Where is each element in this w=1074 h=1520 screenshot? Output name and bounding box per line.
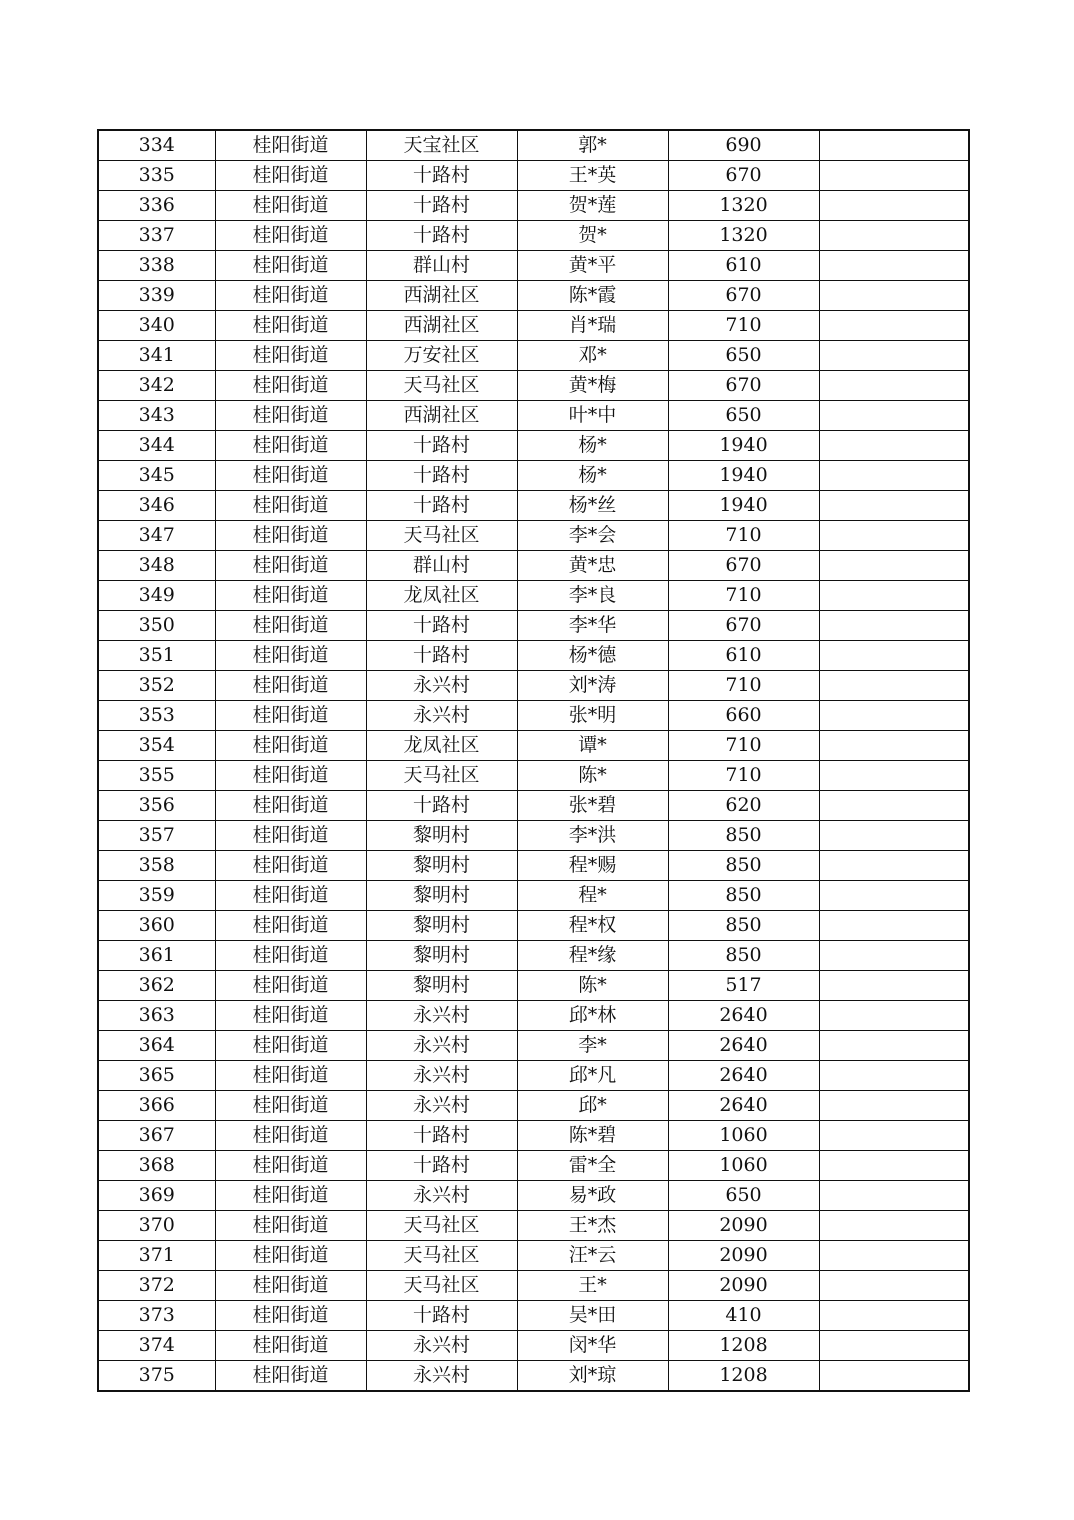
name-cell: 杨*德: [517, 641, 668, 671]
street-cell: 桂阳街道: [215, 1271, 366, 1301]
community-cell: 黎明村: [366, 971, 517, 1001]
remark-cell: [819, 1001, 969, 1031]
street-cell: 桂阳街道: [215, 1181, 366, 1211]
remark-cell: [819, 1361, 969, 1392]
table-row: [98, 1301, 969, 1331]
row-number-cell: 356: [98, 791, 215, 821]
table-row: [98, 1241, 969, 1271]
remark-cell: [819, 1331, 969, 1361]
remark-cell: [819, 1301, 969, 1331]
community-cell: 万安社区: [366, 341, 517, 371]
row-number-cell: 361: [98, 941, 215, 971]
street-cell: 桂阳街道: [215, 701, 366, 731]
name-cell: 邱*: [517, 1091, 668, 1121]
street-cell: 桂阳街道: [215, 1091, 366, 1121]
community-cell: 永兴村: [366, 1361, 517, 1392]
table-row: [98, 701, 969, 731]
street-cell: 桂阳街道: [215, 761, 366, 791]
street-cell: 桂阳街道: [215, 1301, 366, 1331]
data-table: [97, 129, 970, 1392]
table-row: [98, 130, 969, 161]
remark-cell: [819, 1271, 969, 1301]
remark-cell: [819, 191, 969, 221]
street-cell: 桂阳街道: [215, 1151, 366, 1181]
amount-cell: 650: [668, 401, 819, 431]
street-cell: 桂阳街道: [215, 911, 366, 941]
street-cell: 桂阳街道: [215, 1031, 366, 1061]
amount-cell: 1208: [668, 1331, 819, 1361]
amount-cell: 710: [668, 581, 819, 611]
remark-cell: [819, 641, 969, 671]
row-number-cell: 340: [98, 311, 215, 341]
amount-cell: 670: [668, 371, 819, 401]
remark-cell: [819, 611, 969, 641]
remark-cell: [819, 461, 969, 491]
street-cell: 桂阳街道: [215, 221, 366, 251]
remark-cell: [819, 731, 969, 761]
name-cell: 李*: [517, 1031, 668, 1061]
table-row: [98, 371, 969, 401]
name-cell: 陈*霞: [517, 281, 668, 311]
row-number-cell: 373: [98, 1301, 215, 1331]
community-cell: 黎明村: [366, 851, 517, 881]
table-row: [98, 1091, 969, 1121]
community-cell: 黎明村: [366, 941, 517, 971]
row-number-cell: 365: [98, 1061, 215, 1091]
amount-cell: 670: [668, 161, 819, 191]
name-cell: 黄*平: [517, 251, 668, 281]
amount-cell: 650: [668, 1181, 819, 1211]
table-row: [98, 551, 969, 581]
community-cell: 十路村: [366, 1121, 517, 1151]
table-row: [98, 251, 969, 281]
table-row: [98, 431, 969, 461]
remark-cell: [819, 941, 969, 971]
street-cell: 桂阳街道: [215, 641, 366, 671]
street-cell: 桂阳街道: [215, 821, 366, 851]
row-number-cell: 371: [98, 1241, 215, 1271]
table-row: [98, 1271, 969, 1301]
amount-cell: 410: [668, 1301, 819, 1331]
table-row: [98, 941, 969, 971]
row-number-cell: 363: [98, 1001, 215, 1031]
row-number-cell: 374: [98, 1331, 215, 1361]
amount-cell: 710: [668, 731, 819, 761]
name-cell: 汪*云: [517, 1241, 668, 1271]
name-cell: 刘*琼: [517, 1361, 668, 1392]
amount-cell: 650: [668, 341, 819, 371]
name-cell: 闵*华: [517, 1331, 668, 1361]
street-cell: 桂阳街道: [215, 461, 366, 491]
remark-cell: [819, 1061, 969, 1091]
amount-cell: 1940: [668, 491, 819, 521]
street-cell: 桂阳街道: [215, 1361, 366, 1392]
amount-cell: 2640: [668, 1091, 819, 1121]
row-number-cell: 352: [98, 671, 215, 701]
row-number-cell: 337: [98, 221, 215, 251]
street-cell: 桂阳街道: [215, 791, 366, 821]
row-number-cell: 346: [98, 491, 215, 521]
table-row: [98, 401, 969, 431]
row-number-cell: 360: [98, 911, 215, 941]
name-cell: 陈*: [517, 971, 668, 1001]
community-cell: 十路村: [366, 1301, 517, 1331]
table-row: [98, 191, 969, 221]
name-cell: 吴*田: [517, 1301, 668, 1331]
row-number-cell: 366: [98, 1091, 215, 1121]
amount-cell: 1060: [668, 1121, 819, 1151]
remark-cell: [819, 1091, 969, 1121]
remark-cell: [819, 251, 969, 281]
row-number-cell: 362: [98, 971, 215, 1001]
name-cell: 易*政: [517, 1181, 668, 1211]
remark-cell: [819, 851, 969, 881]
street-cell: 桂阳街道: [215, 881, 366, 911]
table-row: [98, 791, 969, 821]
table-row: [98, 281, 969, 311]
row-number-cell: 359: [98, 881, 215, 911]
document-page: [97, 129, 970, 1392]
street-cell: 桂阳街道: [215, 1331, 366, 1361]
community-cell: 十路村: [366, 491, 517, 521]
street-cell: 桂阳街道: [215, 311, 366, 341]
table-row: [98, 581, 969, 611]
table-row: [98, 671, 969, 701]
name-cell: 张*明: [517, 701, 668, 731]
row-number-cell: 348: [98, 551, 215, 581]
remark-cell: [819, 1031, 969, 1061]
street-cell: 桂阳街道: [215, 731, 366, 761]
table-row: [98, 821, 969, 851]
community-cell: 永兴村: [366, 1091, 517, 1121]
street-cell: 桂阳街道: [215, 941, 366, 971]
name-cell: 李*洪: [517, 821, 668, 851]
remark-cell: [819, 1121, 969, 1151]
name-cell: 程*权: [517, 911, 668, 941]
amount-cell: 1060: [668, 1151, 819, 1181]
table-row: [98, 221, 969, 251]
street-cell: 桂阳街道: [215, 1241, 366, 1271]
row-number-cell: 338: [98, 251, 215, 281]
amount-cell: 660: [668, 701, 819, 731]
remark-cell: [819, 491, 969, 521]
name-cell: 程*: [517, 881, 668, 911]
remark-cell: [819, 881, 969, 911]
amount-cell: 690: [668, 130, 819, 161]
table-row: [98, 1151, 969, 1181]
remark-cell: [819, 551, 969, 581]
table-row: [98, 1031, 969, 1061]
street-cell: 桂阳街道: [215, 971, 366, 1001]
community-cell: 永兴村: [366, 1061, 517, 1091]
community-cell: 十路村: [366, 161, 517, 191]
community-cell: 龙凤社区: [366, 731, 517, 761]
remark-cell: [819, 671, 969, 701]
row-number-cell: 341: [98, 341, 215, 371]
street-cell: 桂阳街道: [215, 281, 366, 311]
name-cell: 肖*瑞: [517, 311, 668, 341]
community-cell: 西湖社区: [366, 401, 517, 431]
remark-cell: [819, 1241, 969, 1271]
community-cell: 天马社区: [366, 521, 517, 551]
remark-cell: [819, 761, 969, 791]
row-number-cell: 335: [98, 161, 215, 191]
table-row: [98, 1331, 969, 1361]
remark-cell: [819, 431, 969, 461]
table-row: [98, 971, 969, 1001]
community-cell: 十路村: [366, 641, 517, 671]
row-number-cell: 367: [98, 1121, 215, 1151]
remark-cell: [819, 581, 969, 611]
community-cell: 黎明村: [366, 821, 517, 851]
table-row: [98, 641, 969, 671]
remark-cell: [819, 821, 969, 851]
remark-cell: [819, 161, 969, 191]
table-row: [98, 311, 969, 341]
row-number-cell: 350: [98, 611, 215, 641]
amount-cell: 2640: [668, 1061, 819, 1091]
street-cell: 桂阳街道: [215, 551, 366, 581]
community-cell: 西湖社区: [366, 281, 517, 311]
name-cell: 李*会: [517, 521, 668, 551]
community-cell: 天宝社区: [366, 130, 517, 161]
street-cell: 桂阳街道: [215, 581, 366, 611]
community-cell: 群山村: [366, 251, 517, 281]
row-number-cell: 353: [98, 701, 215, 731]
community-cell: 西湖社区: [366, 311, 517, 341]
row-number-cell: 349: [98, 581, 215, 611]
amount-cell: 620: [668, 791, 819, 821]
name-cell: 程*缘: [517, 941, 668, 971]
community-cell: 永兴村: [366, 1031, 517, 1061]
amount-cell: 2640: [668, 1031, 819, 1061]
table-row: [98, 1211, 969, 1241]
street-cell: 桂阳街道: [215, 671, 366, 701]
remark-cell: [819, 221, 969, 251]
street-cell: 桂阳街道: [215, 251, 366, 281]
table-row: [98, 491, 969, 521]
name-cell: 邱*林: [517, 1001, 668, 1031]
community-cell: 天马社区: [366, 761, 517, 791]
community-cell: 十路村: [366, 461, 517, 491]
community-cell: 十路村: [366, 191, 517, 221]
remark-cell: [819, 701, 969, 731]
amount-cell: 2090: [668, 1211, 819, 1241]
name-cell: 杨*丝: [517, 491, 668, 521]
street-cell: 桂阳街道: [215, 611, 366, 641]
name-cell: 黄*忠: [517, 551, 668, 581]
row-number-cell: 354: [98, 731, 215, 761]
name-cell: 刘*涛: [517, 671, 668, 701]
table-row: [98, 761, 969, 791]
amount-cell: 1208: [668, 1361, 819, 1392]
name-cell: 邓*: [517, 341, 668, 371]
row-number-cell: 375: [98, 1361, 215, 1392]
community-cell: 十路村: [366, 431, 517, 461]
table-row: [98, 1061, 969, 1091]
amount-cell: 517: [668, 971, 819, 1001]
name-cell: 王*杰: [517, 1211, 668, 1241]
community-cell: 永兴村: [366, 701, 517, 731]
street-cell: 桂阳街道: [215, 851, 366, 881]
name-cell: 杨*: [517, 461, 668, 491]
street-cell: 桂阳街道: [215, 1211, 366, 1241]
table-body: [98, 130, 969, 1391]
name-cell: 王*: [517, 1271, 668, 1301]
table-row: [98, 1181, 969, 1211]
amount-cell: 850: [668, 881, 819, 911]
amount-cell: 710: [668, 671, 819, 701]
street-cell: 桂阳街道: [215, 401, 366, 431]
amount-cell: 710: [668, 761, 819, 791]
amount-cell: 850: [668, 941, 819, 971]
amount-cell: 850: [668, 851, 819, 881]
name-cell: 叶*中: [517, 401, 668, 431]
community-cell: 十路村: [366, 791, 517, 821]
street-cell: 桂阳街道: [215, 491, 366, 521]
name-cell: 贺*莲: [517, 191, 668, 221]
name-cell: 雷*全: [517, 1151, 668, 1181]
row-number-cell: 339: [98, 281, 215, 311]
name-cell: 黄*梅: [517, 371, 668, 401]
row-number-cell: 355: [98, 761, 215, 791]
street-cell: 桂阳街道: [215, 130, 366, 161]
remark-cell: [819, 1211, 969, 1241]
amount-cell: 2090: [668, 1271, 819, 1301]
remark-cell: [819, 911, 969, 941]
name-cell: 陈*碧: [517, 1121, 668, 1151]
name-cell: 陈*: [517, 761, 668, 791]
row-number-cell: 336: [98, 191, 215, 221]
street-cell: 桂阳街道: [215, 1121, 366, 1151]
amount-cell: 610: [668, 251, 819, 281]
community-cell: 十路村: [366, 611, 517, 641]
row-number-cell: 345: [98, 461, 215, 491]
table-row: [98, 611, 969, 641]
name-cell: 贺*: [517, 221, 668, 251]
name-cell: 张*碧: [517, 791, 668, 821]
street-cell: 桂阳街道: [215, 371, 366, 401]
table-row: [98, 161, 969, 191]
remark-cell: [819, 521, 969, 551]
row-number-cell: 344: [98, 431, 215, 461]
community-cell: 天马社区: [366, 1241, 517, 1271]
amount-cell: 710: [668, 521, 819, 551]
amount-cell: 1320: [668, 191, 819, 221]
amount-cell: 1940: [668, 461, 819, 491]
community-cell: 十路村: [366, 221, 517, 251]
name-cell: 李*华: [517, 611, 668, 641]
row-number-cell: 357: [98, 821, 215, 851]
community-cell: 龙凤社区: [366, 581, 517, 611]
remark-cell: [819, 371, 969, 401]
community-cell: 永兴村: [366, 1331, 517, 1361]
amount-cell: 850: [668, 821, 819, 851]
row-number-cell: 369: [98, 1181, 215, 1211]
community-cell: 天马社区: [366, 1271, 517, 1301]
remark-cell: [819, 281, 969, 311]
row-number-cell: 358: [98, 851, 215, 881]
table-row: [98, 1121, 969, 1151]
amount-cell: 670: [668, 551, 819, 581]
community-cell: 十路村: [366, 1151, 517, 1181]
row-number-cell: 351: [98, 641, 215, 671]
remark-cell: [819, 1151, 969, 1181]
row-number-cell: 347: [98, 521, 215, 551]
community-cell: 永兴村: [366, 671, 517, 701]
name-cell: 郭*: [517, 130, 668, 161]
amount-cell: 1940: [668, 431, 819, 461]
community-cell: 天马社区: [366, 1211, 517, 1241]
street-cell: 桂阳街道: [215, 161, 366, 191]
row-number-cell: 343: [98, 401, 215, 431]
row-number-cell: 372: [98, 1271, 215, 1301]
table-row: [98, 851, 969, 881]
remark-cell: [819, 341, 969, 371]
street-cell: 桂阳街道: [215, 521, 366, 551]
community-cell: 群山村: [366, 551, 517, 581]
street-cell: 桂阳街道: [215, 191, 366, 221]
amount-cell: 670: [668, 611, 819, 641]
table-row: [98, 1361, 969, 1392]
community-cell: 天马社区: [366, 371, 517, 401]
name-cell: 邱*凡: [517, 1061, 668, 1091]
community-cell: 永兴村: [366, 1001, 517, 1031]
street-cell: 桂阳街道: [215, 431, 366, 461]
remark-cell: [819, 401, 969, 431]
remark-cell: [819, 971, 969, 1001]
community-cell: 永兴村: [366, 1181, 517, 1211]
row-number-cell: 368: [98, 1151, 215, 1181]
name-cell: 李*良: [517, 581, 668, 611]
name-cell: 程*赐: [517, 851, 668, 881]
community-cell: 黎明村: [366, 881, 517, 911]
table-row: [98, 461, 969, 491]
amount-cell: 2090: [668, 1241, 819, 1271]
name-cell: 杨*: [517, 431, 668, 461]
name-cell: 王*英: [517, 161, 668, 191]
row-number-cell: 370: [98, 1211, 215, 1241]
table-row: [98, 521, 969, 551]
street-cell: 桂阳街道: [215, 1001, 366, 1031]
table-row: [98, 881, 969, 911]
amount-cell: 1320: [668, 221, 819, 251]
remark-cell: [819, 311, 969, 341]
street-cell: 桂阳街道: [215, 341, 366, 371]
remark-cell: [819, 791, 969, 821]
name-cell: 谭*: [517, 731, 668, 761]
table-row: [98, 911, 969, 941]
amount-cell: 850: [668, 911, 819, 941]
row-number-cell: 334: [98, 130, 215, 161]
street-cell: 桂阳街道: [215, 1061, 366, 1091]
community-cell: 黎明村: [366, 911, 517, 941]
table-row: [98, 1001, 969, 1031]
remark-cell: [819, 1181, 969, 1211]
table-row: [98, 341, 969, 371]
row-number-cell: 342: [98, 371, 215, 401]
remark-cell: [819, 130, 969, 161]
amount-cell: 670: [668, 281, 819, 311]
amount-cell: 2640: [668, 1001, 819, 1031]
row-number-cell: 364: [98, 1031, 215, 1061]
amount-cell: 710: [668, 311, 819, 341]
table-row: [98, 731, 969, 761]
amount-cell: 610: [668, 641, 819, 671]
